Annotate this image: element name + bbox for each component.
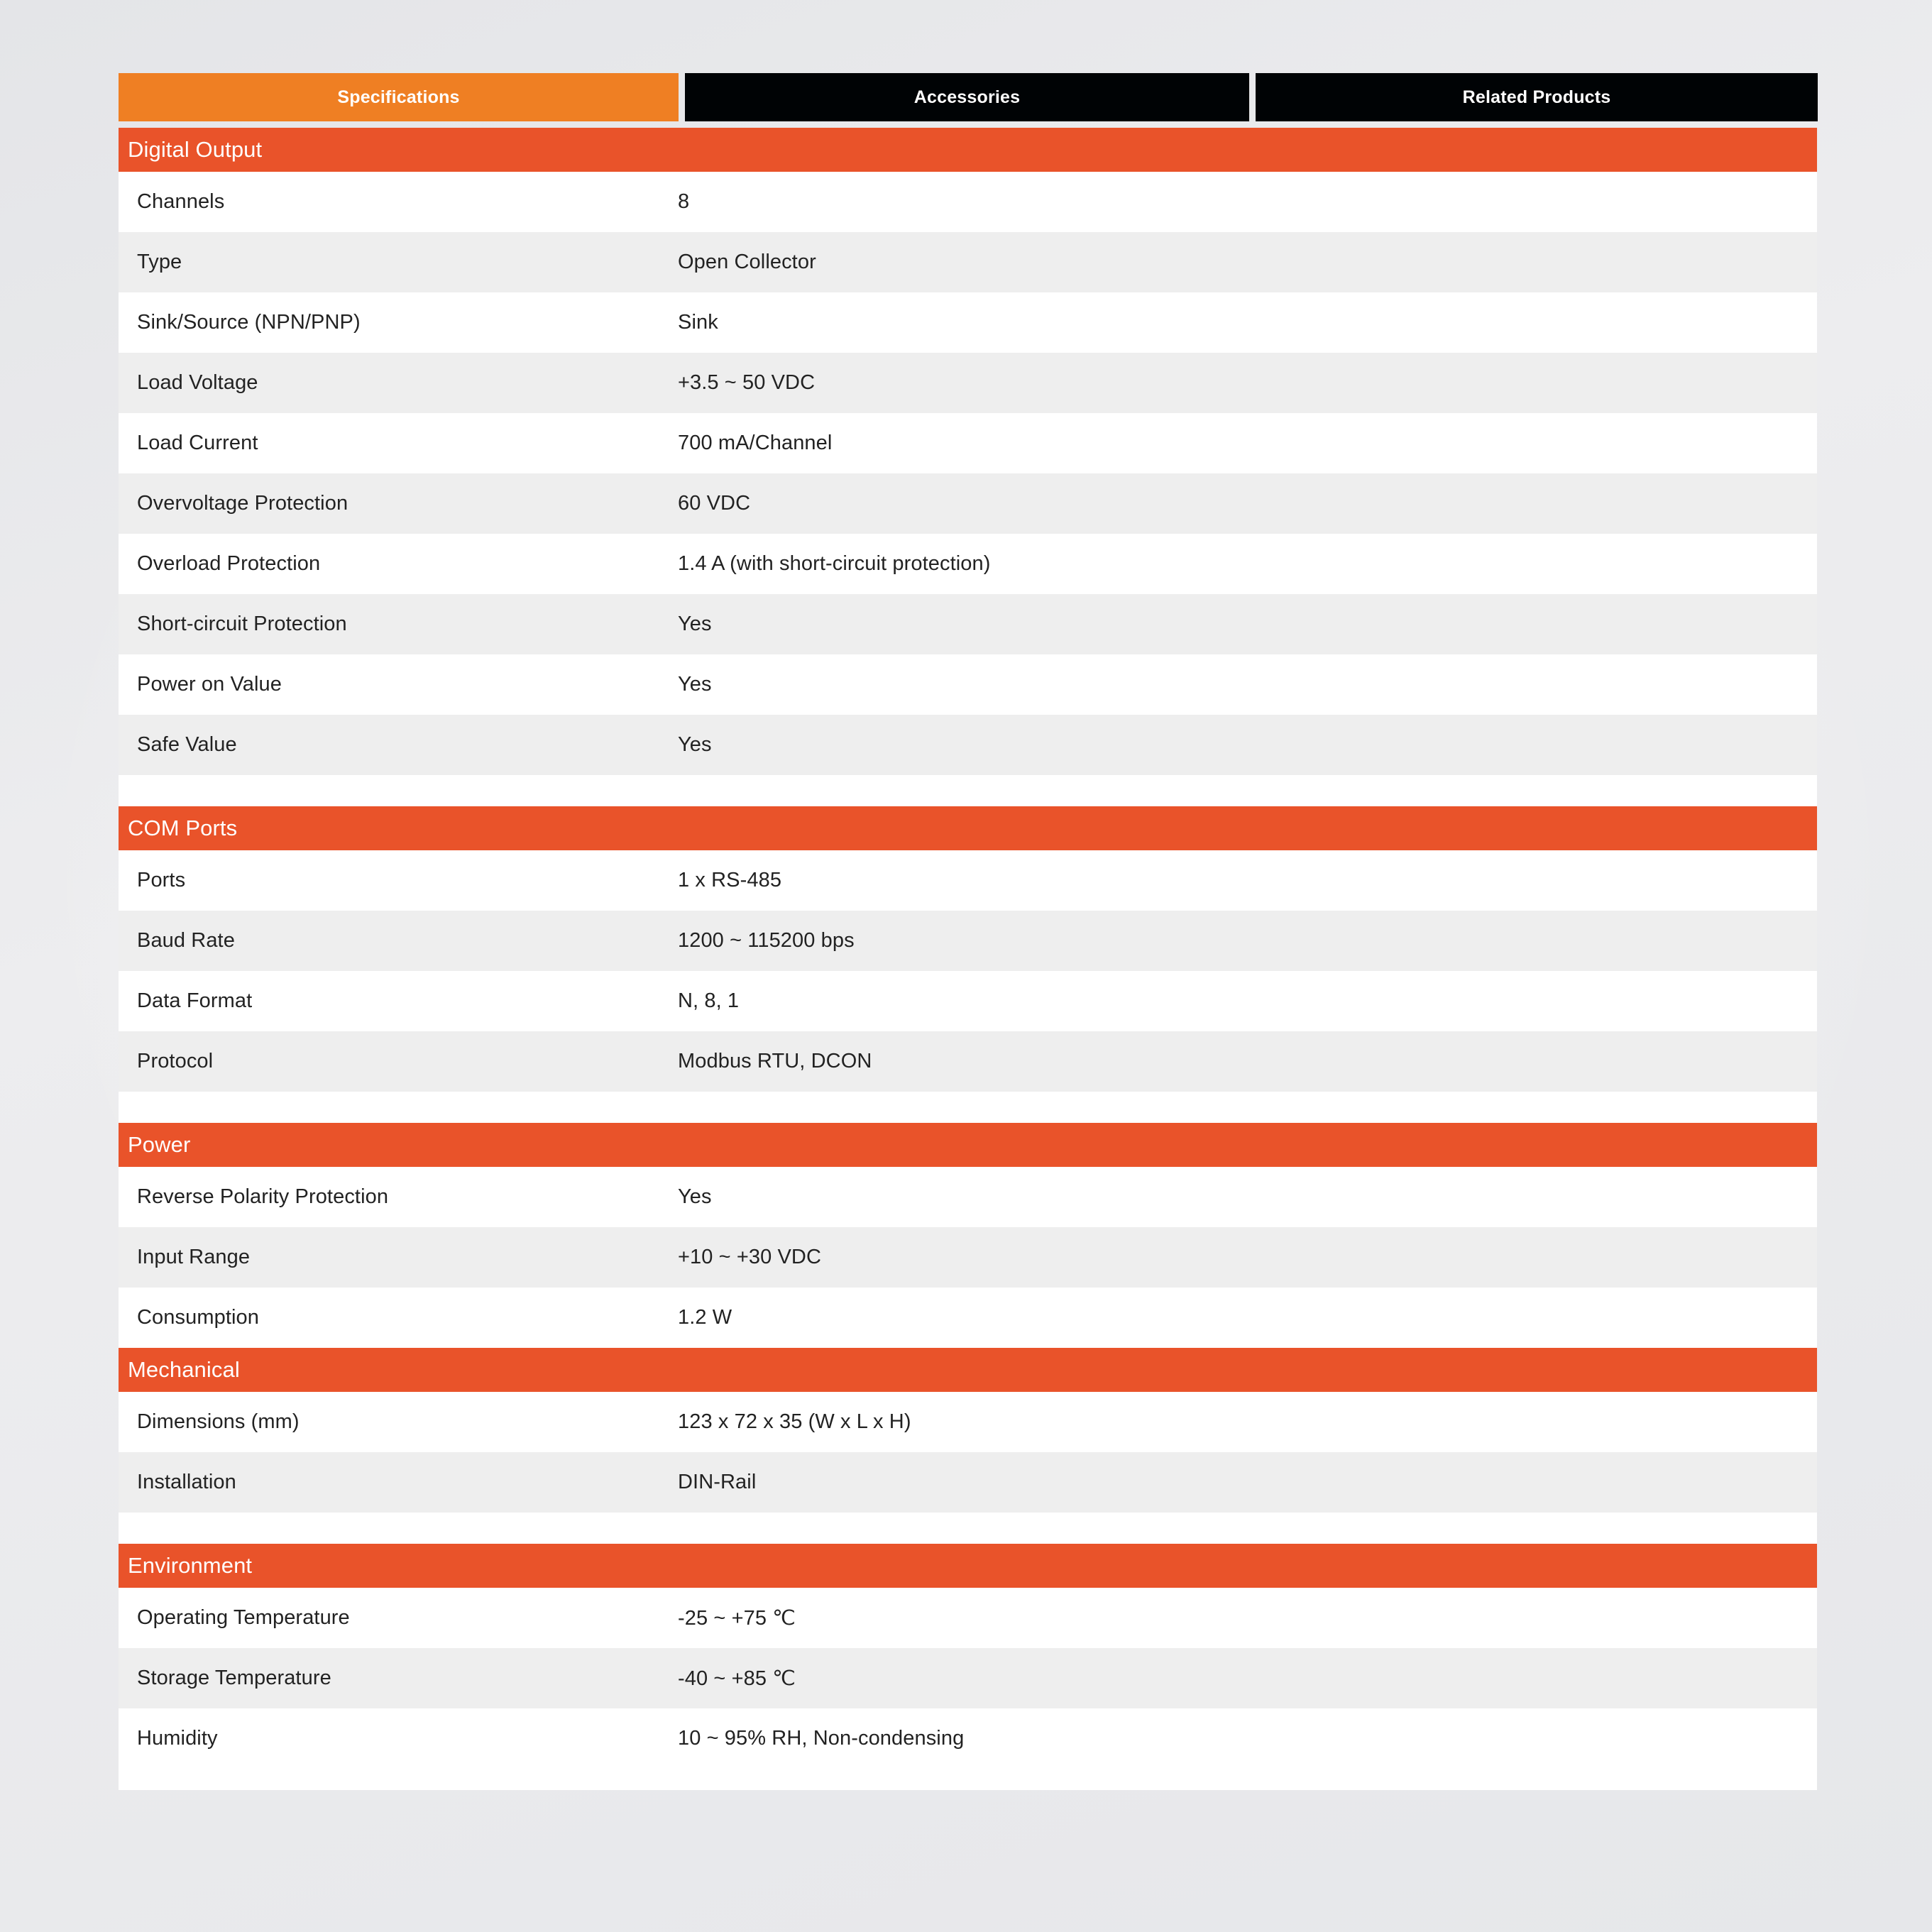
table-row — [119, 971, 1817, 1031]
spec-value: 60 VDC — [678, 492, 751, 515]
spec-label: Input Range — [137, 1246, 251, 1268]
spec-value: DIN-Rail — [678, 1471, 757, 1493]
table-row — [119, 654, 1817, 715]
section-header-com-ports — [119, 806, 1817, 850]
tab-related-products-label: Related Products — [1462, 87, 1611, 107]
spec-label: Overload Protection — [137, 552, 321, 575]
spec-label: Protocol — [137, 1050, 214, 1072]
spec-label: Storage Temperature — [137, 1667, 331, 1689]
spec-value: 700 mA/Channel — [678, 432, 833, 454]
spec-label: Humidity — [137, 1727, 218, 1750]
spec-value: 1.2 W — [678, 1306, 732, 1329]
table-row — [119, 1288, 1817, 1348]
spec-label: Dimensions (mm) — [137, 1410, 300, 1433]
spec-label: Reverse Polarity Protection — [137, 1185, 389, 1208]
spec-value: -40 ~ +85 ℃ — [678, 1667, 796, 1690]
table-row — [119, 473, 1817, 534]
table-row — [119, 292, 1817, 353]
table-row — [119, 715, 1817, 775]
section-rows — [119, 850, 1817, 1092]
table-row — [119, 232, 1817, 292]
spec-value: 1.4 A (with short-circuit protection) — [678, 552, 991, 575]
spec-value: Yes — [678, 613, 712, 635]
specifications-panel — [119, 128, 1817, 1790]
spec-label: Overvoltage Protection — [137, 492, 348, 515]
spec-value: 1200 ~ 115200 bps — [678, 929, 855, 952]
spec-label: Operating Temperature — [137, 1606, 350, 1629]
spec-value: 123 x 72 x 35 (W x L x H) — [678, 1410, 911, 1433]
spec-value: Yes — [678, 673, 712, 696]
spec-value: 10 ~ 95% RH, Non-condensing — [678, 1727, 965, 1750]
table-row — [119, 911, 1817, 971]
tab-related-products[interactable] — [1256, 73, 1818, 121]
panel-tail — [119, 1769, 1817, 1790]
table-row — [119, 1227, 1817, 1288]
spec-section-com-ports — [119, 806, 1817, 1092]
table-row — [119, 1031, 1817, 1092]
table-row — [119, 353, 1817, 413]
section-header-power — [119, 1123, 1817, 1167]
section-spacer — [119, 1513, 1817, 1544]
spec-value: Yes — [678, 733, 712, 756]
spec-value: 8 — [678, 190, 690, 213]
spec-section-digital-output — [119, 128, 1817, 775]
spec-value: +3.5 ~ 50 VDC — [678, 371, 816, 394]
spec-value: Modbus RTU, DCON — [678, 1050, 872, 1072]
tab-specifications-label: Specifications — [337, 87, 460, 107]
spec-value: 1 x RS-485 — [678, 869, 782, 891]
spec-section-environment — [119, 1544, 1817, 1769]
section-rows — [119, 1588, 1817, 1769]
spec-value: Open Collector — [678, 251, 816, 273]
spec-value: +10 ~ +30 VDC — [678, 1246, 822, 1268]
section-header-label: Power — [128, 1132, 191, 1157]
spec-value: Sink — [678, 311, 718, 334]
tab-accessories-label: Accessories — [913, 87, 1021, 107]
section-header-label: Environment — [128, 1553, 253, 1578]
table-row — [119, 1588, 1817, 1648]
table-row — [119, 172, 1817, 232]
tab-accessories[interactable] — [685, 73, 1249, 121]
section-rows — [119, 1392, 1817, 1513]
spec-label: Installation — [137, 1471, 236, 1493]
spec-label: Baud Rate — [137, 929, 235, 952]
spec-label: Sink/Source (NPN/PNP) — [137, 311, 361, 334]
table-row — [119, 1392, 1817, 1452]
table-row — [119, 413, 1817, 473]
spec-section-power — [119, 1123, 1817, 1348]
spec-section-mechanical — [119, 1348, 1817, 1513]
spec-value: N, 8, 1 — [678, 989, 740, 1012]
section-header-mechanical — [119, 1348, 1817, 1392]
section-header-digital-output — [119, 128, 1817, 172]
table-row — [119, 534, 1817, 594]
table-row — [119, 850, 1817, 911]
spec-sheet-page — [119, 0, 1817, 1932]
section-header-label: Digital Output — [128, 137, 263, 162]
table-row — [119, 1708, 1817, 1769]
spec-label: Short-circuit Protection — [137, 613, 347, 635]
section-header-label: COM Ports — [128, 816, 238, 840]
section-spacer — [119, 775, 1817, 806]
spec-label: Ports — [137, 869, 186, 891]
section-header-environment — [119, 1544, 1817, 1588]
tab-specifications[interactable] — [119, 73, 679, 121]
section-header-label: Mechanical — [128, 1357, 240, 1382]
section-rows — [119, 1167, 1817, 1348]
section-spacer — [119, 1092, 1817, 1123]
spec-value: -25 ~ +75 ℃ — [678, 1607, 796, 1630]
spec-label: Type — [137, 251, 182, 273]
table-row — [119, 594, 1817, 654]
table-row — [119, 1452, 1817, 1513]
section-rows — [119, 172, 1817, 775]
spec-label: Data Format — [137, 989, 253, 1012]
table-row — [119, 1167, 1817, 1227]
table-row — [119, 1648, 1817, 1708]
spec-label: Consumption — [137, 1306, 259, 1329]
spec-label: Load Current — [137, 432, 258, 454]
spec-label: Load Voltage — [137, 371, 258, 394]
spec-label: Safe Value — [137, 733, 237, 756]
spec-value: Yes — [678, 1185, 712, 1208]
tab-bar — [119, 73, 1817, 121]
spec-label: Power on Value — [137, 673, 282, 696]
spec-label: Channels — [137, 190, 225, 213]
